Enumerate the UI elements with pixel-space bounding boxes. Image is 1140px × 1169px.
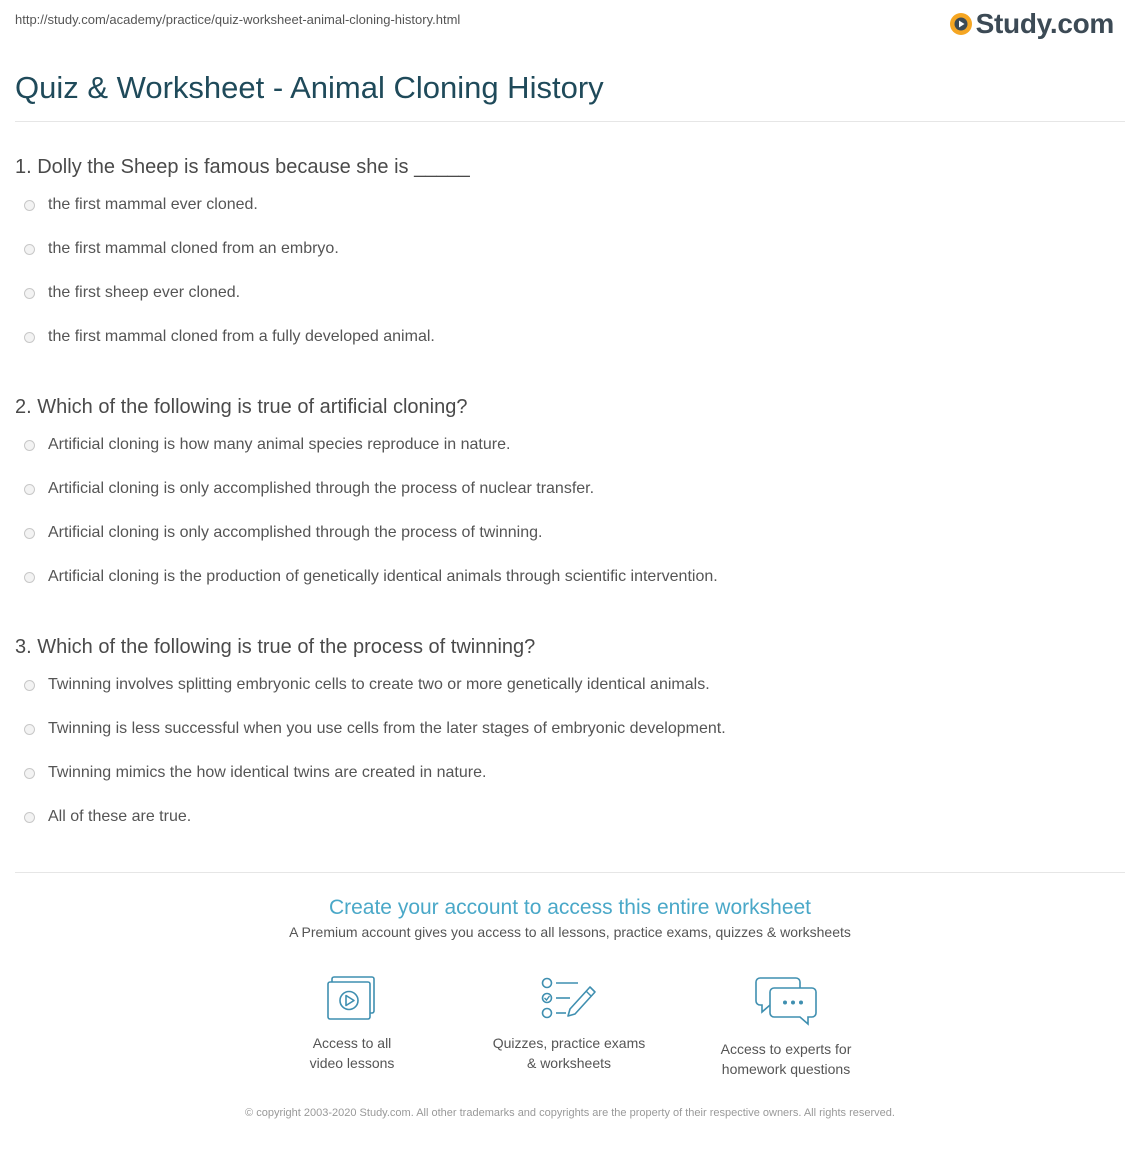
radio-button[interactable] xyxy=(24,332,35,343)
answer-label: Twinning is less successful when you use cells from the later stages of embryonic development. xyxy=(48,720,726,737)
answer-label: the first mammal cloned from an embryo. xyxy=(48,240,339,257)
answer-option[interactable] xyxy=(15,523,1125,567)
video-lessons-icon xyxy=(326,975,378,1021)
question-3 xyxy=(15,632,1125,851)
answer-label: Artificial cloning is how many animal species reproduce in nature. xyxy=(48,436,511,453)
signup-cta xyxy=(0,896,1140,940)
answer-label: the first mammal ever cloned. xyxy=(48,196,258,213)
answer-label: Artificial cloning is only accomplished through the process of twinning. xyxy=(48,524,543,541)
answer-options xyxy=(15,675,1125,851)
radio-button[interactable] xyxy=(24,288,35,299)
answer-option[interactable] xyxy=(15,807,1125,851)
answer-option[interactable] xyxy=(15,719,1125,763)
feature-label-line2: homework questions xyxy=(721,1061,851,1077)
answer-option[interactable] xyxy=(15,675,1125,719)
answer-label: Twinning involves splitting embryonic cells to create two or more genetically identical animals. xyxy=(48,676,710,693)
answer-option[interactable] xyxy=(15,283,1125,327)
answer-option[interactable] xyxy=(15,435,1125,479)
question-1 xyxy=(15,152,1125,371)
answer-option[interactable] xyxy=(15,567,1125,611)
premium-features xyxy=(0,975,1140,1085)
radio-button[interactable] xyxy=(24,724,35,735)
radio-button[interactable] xyxy=(24,244,35,255)
answer-options xyxy=(15,195,1125,371)
feature-label-line2: & worksheets xyxy=(526,1055,612,1071)
logo-text: Study.com xyxy=(975,8,1114,39)
answer-label: Artificial cloning is the production of genetically identical animals through scientific intervention. xyxy=(48,568,718,585)
radio-button[interactable] xyxy=(24,528,35,539)
radio-button[interactable] xyxy=(24,440,35,451)
feature-experts xyxy=(686,975,886,1079)
feature-label-line1: Quizzes, practice exams xyxy=(492,1035,646,1051)
answer-option[interactable] xyxy=(15,479,1125,523)
answer-option[interactable] xyxy=(15,239,1125,283)
study-logo[interactable] xyxy=(949,8,1114,40)
answer-option[interactable] xyxy=(15,195,1125,239)
study-logo-icon xyxy=(949,12,973,36)
radio-button[interactable] xyxy=(24,812,35,823)
section-divider xyxy=(15,872,1125,873)
answer-label: Artificial cloning is only accomplished through the process of nuclear transfer. xyxy=(48,480,595,497)
feature-video-lessons xyxy=(252,975,452,1073)
question-text: 1. Dolly the Sheep is famous because she is _____ xyxy=(15,156,470,178)
question-2 xyxy=(15,392,1125,611)
feature-label-line1: Access to all xyxy=(312,1035,392,1051)
copyright-notice: © copyright 2003-2020 Study.com. All other trademarks and copyrights are the property of their respective owners. All rights reserved. xyxy=(245,1107,895,1119)
top-bar xyxy=(0,0,1140,50)
answer-label: the first sheep ever cloned. xyxy=(48,284,241,301)
cta-subtitle: A Premium account gives you access to all lessons, practice exams, quizzes & worksheets xyxy=(289,924,851,940)
question-text: 3. Which of the following is true of the process of twinning? xyxy=(15,636,536,658)
radio-button[interactable] xyxy=(24,484,35,495)
title-divider xyxy=(15,121,1125,122)
quiz-checklist-icon xyxy=(540,975,598,1021)
question-text: 2. Which of the following is true of artificial cloning? xyxy=(15,396,468,418)
feature-label-line1: Access to experts for xyxy=(720,1041,852,1057)
page-title: Quiz & Worksheet - Animal Cloning History xyxy=(15,70,604,105)
radio-button[interactable] xyxy=(24,768,35,779)
feature-quizzes xyxy=(469,975,669,1073)
page-url[interactable]: http://study.com/academy/practice/quiz-worksheet-animal-cloning-history.html xyxy=(15,12,461,27)
radio-button[interactable] xyxy=(24,572,35,583)
answer-label: the first mammal cloned from a fully developed animal. xyxy=(48,328,435,345)
cta-title[interactable]: Create your account to access this entire worksheet xyxy=(328,896,812,919)
chat-bubbles-icon xyxy=(754,975,818,1027)
radio-button[interactable] xyxy=(24,200,35,211)
answer-label: All of these are true. xyxy=(48,808,192,825)
answer-option[interactable] xyxy=(15,327,1125,371)
radio-button[interactable] xyxy=(24,680,35,691)
feature-label-line2: video lessons xyxy=(309,1055,395,1071)
answer-option[interactable] xyxy=(15,763,1125,807)
answer-options xyxy=(15,435,1125,611)
answer-label: Twinning mimics the how identical twins are created in nature. xyxy=(48,764,487,781)
